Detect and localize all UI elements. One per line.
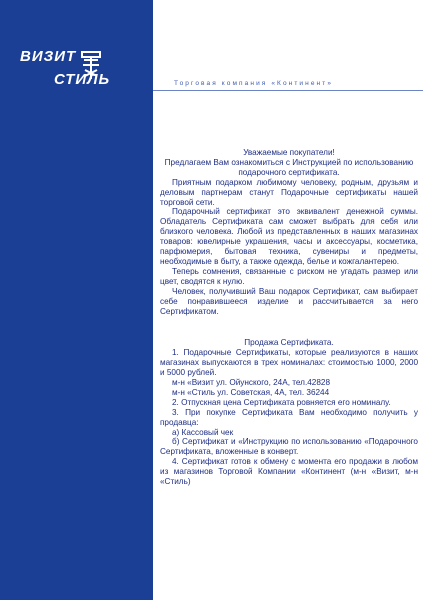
sale-item-3a: а) Кассовый чек: [172, 427, 234, 437]
letter-paragraph-3: Подарочный сертификат это эквивалент денежной суммы. Обладатель Сертификата сам сможет выбрать для себя или близкого человека. Любой из представленных в наших магазинах товаров: ювелирные украшения, часы и аксессуары, косметика, парфюмерия, бытовая техника, сувениры и предметы, необходимые в быту, а также одежда, белье и кожгалантерею.: [160, 207, 418, 266]
section-gap: [160, 316, 418, 338]
sidebar-band: [0, 0, 153, 600]
letter-body: [160, 148, 418, 487]
sale-store-1: м-н «Визит ул. Ойунского, 24А, тел.42828: [172, 378, 330, 388]
sale-store-2: м-н «Стиль ул. Советская, 4А, тел. 36244: [172, 387, 330, 397]
greeting: Уважаемые покупатели!: [243, 148, 335, 157]
sale-item-2: 2. Отпускная цена Сертификата ровняется его номиналу.: [172, 397, 391, 407]
letter-paragraph-5: Человек, получивший Ваш подарок Сертификат, сам выбирает себе понравившееся изделие и рассчитывается за него Сертификатом.: [160, 286, 418, 316]
sale-item-3b: б) Сертификат и «Инструкцию по использованию «Подарочного Сертификата, вложенные в конверт.: [160, 437, 418, 457]
header-rule: [153, 90, 423, 91]
sale-item-4: 4. Сертификат готов к обмену с момента его продажи в любом из магазинов Торговой Компании «Континент (м-н «Визит, м-н «Стиль): [160, 457, 418, 487]
sale-heading: Продажа Сертификата.: [244, 338, 334, 348]
logo-word-top: ВИЗИТ: [20, 48, 77, 65]
letter-paragraph-4: Теперь сомнения, связанные с риском не угадать размер или цвет, сводятся к нулю.: [160, 266, 418, 286]
sale-item-1: 1. Подарочные Сертификаты, которые реализуются в наших магазинах выпускаются в трех номиналах: стоимостью 1000, 2000 и 5000 рублей.: [160, 348, 418, 378]
letter-paragraph-2: Приятным подарком любимому человеку, родным, друзьям и деловым партнерам станут Подарочные сертификаты нашей торговой сети.: [160, 177, 418, 207]
sale-item-3: 3. При покупке Сертификата Вам необходимо получить у продавца:: [160, 407, 418, 427]
letter-paragraph-1: Предлагаем Вам ознакомиться с Инструкцией по использованию подарочного сертификата.: [164, 157, 414, 177]
company-name: Торговая компания «Континент»: [174, 80, 334, 87]
logo-word-bottom: СТИЛЬ: [54, 71, 111, 88]
brand-logo: [14, 45, 154, 95]
